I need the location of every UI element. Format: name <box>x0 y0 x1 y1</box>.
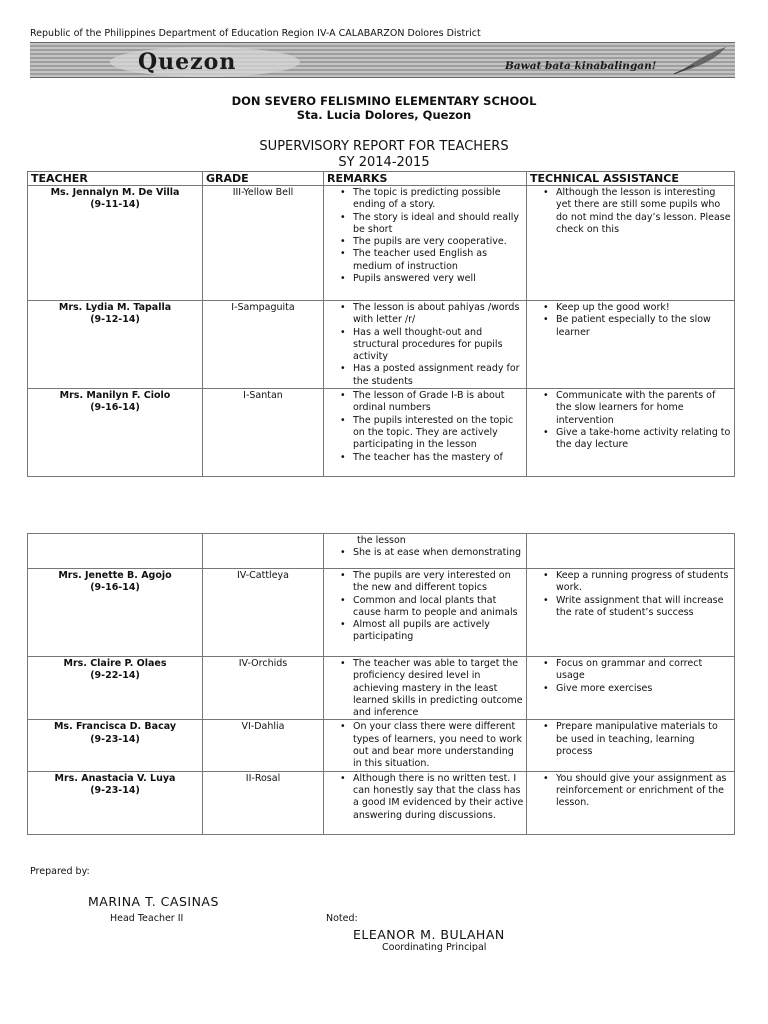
teacher-cell <box>28 771 203 834</box>
teacher-cell <box>28 301 203 389</box>
remark-item: • The lesson of Grade I-B is about ordinal numbers <box>327 390 524 415</box>
observation-date: (9-16-14) <box>90 582 140 594</box>
quezon-logo: Quezon <box>138 49 237 75</box>
teacher-cell <box>28 186 203 301</box>
school-name: DON SEVERO FELISMINO ELEMENTARY SCHOOL <box>231 94 537 108</box>
teacher-name: Ms. Francisca D. Bacay <box>53 721 177 733</box>
col-header-assistance: TECHNICAL ASSISTANCE <box>527 172 735 186</box>
assistance-cell <box>527 389 735 477</box>
teacher-cell <box>28 534 203 569</box>
assistance-item: • Give a take-home activity relating to the day lecture <box>530 427 732 452</box>
table-row <box>28 301 735 389</box>
teacher-name: Mrs. Lydia M. Tapalla <box>58 302 172 313</box>
remarks-cell <box>324 301 527 389</box>
table-row <box>28 720 735 771</box>
table-row <box>28 657 735 720</box>
remark-item: • Although there is no written test. I can honestly say that the class has a good IM evidenced by their active answering during discussions. <box>327 773 524 822</box>
assistance-item: • Communicate with the parents of the slow learners for home intervention <box>530 390 732 427</box>
school-location: Sta. Lucia Dolores, Quezon <box>296 108 472 122</box>
remark-item: • Common and local plants that cause harm to people and animals <box>327 595 524 620</box>
remarks-cell <box>324 657 527 720</box>
teacher-name: Ms. Jennalyn M. De Villa <box>50 187 180 198</box>
teacher-name: Mrs. Jenette B. Agojo <box>58 570 172 581</box>
remarks-cell <box>324 771 527 834</box>
grade-cell: III-Yellow Bell <box>203 186 324 301</box>
remarks-cell <box>324 569 527 657</box>
preparer-name: MARINA T. CASINAS <box>88 894 219 909</box>
remark-item: • The lesson is about pahiyas /words with letter /r/ <box>327 302 524 327</box>
approver-name: ELEANOR M. BULAHAN <box>353 927 505 942</box>
col-header-remarks: REMARKS <box>324 172 527 186</box>
assistance-item: • Be patient especially to the slow learner <box>530 314 732 339</box>
remark-item: • She is at ease when demonstrating <box>327 547 524 559</box>
grade-cell: I-Sampaguita <box>203 301 324 389</box>
grade-cell: VI-Dahlia <box>203 720 324 771</box>
assistance-cell <box>527 301 735 389</box>
remark-item: • Pupils answered very well <box>327 273 524 285</box>
teacher-cell <box>28 389 203 477</box>
assistance-item: • Keep a running progress of students work. <box>530 570 732 595</box>
assistance-item: • Focus on grammar and correct usage <box>530 658 732 683</box>
report-title: SUPERVISORY REPORT FOR TEACHERS <box>259 139 509 154</box>
report-table-page-2 <box>27 533 735 835</box>
approver-role: Coordinating Principal <box>382 942 487 953</box>
remarks-cell <box>324 389 527 477</box>
teacher-name: Mrs. Anastacia V. Luya <box>54 772 176 784</box>
assistance-cell <box>527 657 735 720</box>
assistance-item: • Give more exercises <box>530 683 732 695</box>
assistance-cell <box>527 720 735 771</box>
remark-item: • On your class there were different types of learners, you need to work out and bear more understanding in this situation. <box>327 721 524 770</box>
quezon-banner <box>30 42 735 78</box>
table-row <box>28 186 735 301</box>
agency-line: Republic of the Philippines Department of Education Region IV-A CALABARZON Dolores District <box>30 28 481 39</box>
assistance-cell <box>527 771 735 834</box>
preparer-role: Head Teacher II <box>110 913 184 924</box>
remarks-cell <box>324 186 527 301</box>
remark-item: • The teacher used English as medium of instruction <box>327 248 524 273</box>
prepared-by-label: Prepared by: <box>30 866 90 877</box>
remark-continuation: the lesson <box>357 535 406 546</box>
teacher-cell <box>28 569 203 657</box>
assistance-item: • Prepare manipulative materials to be used in teaching, learning process <box>530 721 732 758</box>
report-table-page-1 <box>27 171 735 477</box>
teacher-cell <box>28 720 203 771</box>
noted-label: Noted: <box>326 913 358 924</box>
remark-item: • The pupils are very cooperative. <box>327 236 524 248</box>
assistance-cell <box>527 534 735 569</box>
grade-cell: II-Rosal <box>203 771 324 834</box>
teacher-name: Mrs. Claire P. Olaes <box>63 658 167 669</box>
remarks-cell <box>324 534 527 569</box>
school-year: SY 2014-2015 <box>338 155 430 170</box>
assistance-item: • Keep up the good work! <box>530 302 732 314</box>
remark-item: • The story is ideal and should really be short <box>327 212 524 237</box>
col-header-grade: GRADE <box>203 172 324 186</box>
assistance-cell <box>527 569 735 657</box>
remark-item: • Has a posted assignment ready for the students <box>327 363 524 388</box>
assistance-item: • You should give your assignment as reinforcement or enrichment of the lesson. <box>530 773 732 810</box>
remark-item: • The teacher was able to target the proficiency desired level in achieving mastery in the least learned skills in predicting outcome and inference <box>327 658 524 719</box>
remark-item: • Almost all pupils are actively participating <box>327 619 524 644</box>
grade-cell: IV-Orchids <box>203 657 324 720</box>
quill-icon <box>670 45 730 75</box>
observation-date: (9-23-14) <box>90 733 140 745</box>
observation-date: (9-16-14) <box>90 402 140 414</box>
remark-item: • Has a well thought-out and structural procedures for pupils activity <box>327 327 524 364</box>
remark-item: • The pupils interested on the topic on the topic. They are actively participating in the lesson <box>327 415 524 452</box>
table-row <box>28 389 735 477</box>
assistance-item: • Write assignment that will increase the rate of student’s success <box>530 595 732 620</box>
observation-date: (9-22-14) <box>90 670 140 682</box>
teacher-name: Mrs. Manilyn F. Ciolo <box>59 390 171 402</box>
teacher-cell <box>28 657 203 720</box>
grade-cell <box>203 534 324 569</box>
observation-date: (9-23-14) <box>90 784 140 796</box>
col-header-teacher: TEACHER <box>28 172 203 186</box>
remark-item: • The topic is predicting possible ending of a story. <box>327 187 524 212</box>
table-header-row <box>28 172 735 186</box>
slogan: Bawat bata kinabalingan! <box>505 60 657 72</box>
grade-cell: I-Santan <box>203 389 324 477</box>
table-row <box>28 771 735 834</box>
assistance-item: • Although the lesson is interesting yet there are still some pupils who do not mind the day’s lesson. Please check on this <box>530 187 732 236</box>
remarks-cell <box>324 720 527 771</box>
observation-date: (9-12-14) <box>90 314 140 326</box>
assistance-cell <box>527 186 735 301</box>
grade-cell: IV-Cattleya <box>203 569 324 657</box>
remark-item: • The pupils are very interested on the new and different topics <box>327 570 524 595</box>
table-row <box>28 569 735 657</box>
table-row-continued <box>28 534 735 569</box>
remark-item: • The teacher has the mastery of <box>327 452 524 464</box>
observation-date: (9-11-14) <box>90 199 140 211</box>
